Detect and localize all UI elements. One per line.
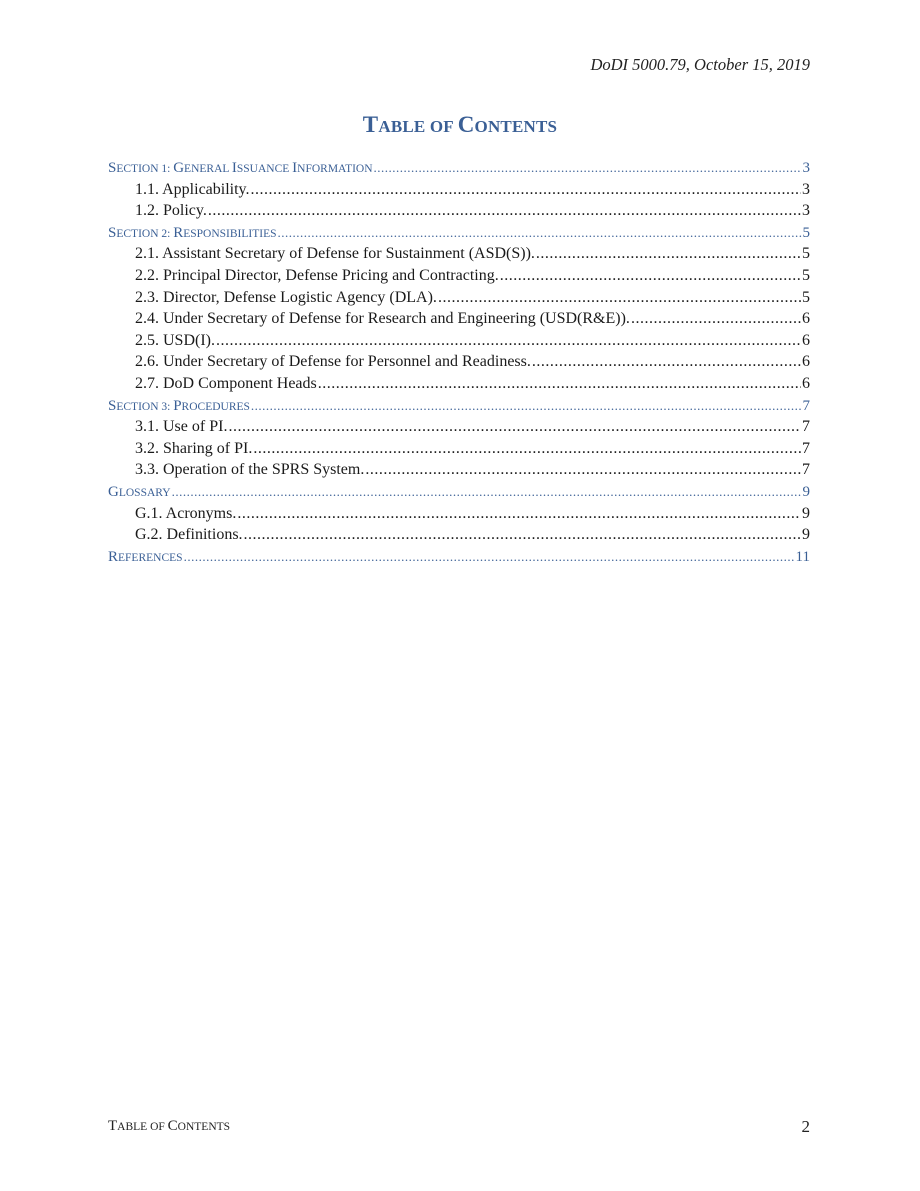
dot-leader xyxy=(278,222,802,244)
dot-leader xyxy=(631,308,801,330)
toc-item-entry[interactable] xyxy=(108,416,810,438)
toc-page-number: 11 xyxy=(795,548,810,565)
toc-item-label: 2.1. Assistant Secretary of Defense for Sustainment (ASD(S)). xyxy=(135,245,535,263)
dot-leader xyxy=(438,287,801,309)
toc-section-label: SECTION 3: PROCEDURES xyxy=(108,397,250,414)
toc-page-number: 7 xyxy=(802,418,810,436)
toc-page-number: 9 xyxy=(802,526,810,544)
dot-leader xyxy=(237,503,801,525)
toc-page-number: 6 xyxy=(802,374,810,392)
dot-leader xyxy=(532,351,801,373)
toc-item-entry[interactable] xyxy=(108,330,810,352)
toc-section-entry[interactable] xyxy=(108,481,810,503)
toc-item-entry[interactable] xyxy=(108,179,810,201)
toc-item-entry[interactable] xyxy=(108,373,810,395)
document-header xyxy=(590,55,810,75)
toc-item-label: 1.1. Applicability. xyxy=(135,180,250,198)
dot-leader xyxy=(172,481,802,503)
toc-section-label: SECTION 2: RESPONSIBILITIES xyxy=(108,224,277,241)
toc-item-label: 2.6. Under Secretary of Defense for Personnel and Readiness. xyxy=(135,353,531,371)
toc-item-entry[interactable] xyxy=(108,200,810,222)
toc-item-label: 2.7. DoD Component Heads xyxy=(135,374,317,392)
toc-page-number: 6 xyxy=(802,331,810,349)
toc-page-number: 3 xyxy=(802,202,810,220)
footer-section-title: TABLE OF CONTENTS xyxy=(108,1118,231,1134)
toc-item-entry[interactable] xyxy=(108,351,810,373)
toc-section-entry[interactable] xyxy=(108,222,810,244)
dot-leader xyxy=(208,200,801,222)
page-title: TABLE OF CONTENTS xyxy=(362,112,558,137)
toc-item-entry[interactable] xyxy=(108,308,810,330)
dot-leader xyxy=(536,243,801,265)
dot-leader xyxy=(184,546,795,568)
toc-item-label: G.2. Definitions. xyxy=(135,526,243,544)
toc-item-label: 2.4. Under Secretary of Defense for Research and Engineering (USD(R&E)). xyxy=(135,310,630,328)
dot-leader xyxy=(228,416,801,438)
toc-page-number: 5 xyxy=(802,224,810,241)
dot-leader xyxy=(244,524,801,546)
dot-leader xyxy=(500,265,801,287)
toc-page-number: 6 xyxy=(802,353,810,371)
toc-item-entry[interactable] xyxy=(108,438,810,460)
dot-leader xyxy=(253,438,801,460)
footer-page-number: 2 xyxy=(801,1117,810,1136)
toc-item-entry[interactable] xyxy=(108,287,810,309)
toc-item-entry[interactable] xyxy=(108,243,810,265)
dot-leader xyxy=(374,157,802,179)
toc-page-number: 5 xyxy=(802,288,810,306)
toc-page-number: 5 xyxy=(802,245,810,263)
toc-item-label: 3.3. Operation of the SPRS System. xyxy=(135,461,365,479)
toc-section-entry[interactable] xyxy=(108,157,810,179)
toc-page-number: 7 xyxy=(802,439,810,457)
toc-section-entry[interactable] xyxy=(108,546,810,568)
toc-item-label: 2.2. Principal Director, Defense Pricing and Contracting. xyxy=(135,266,499,284)
toc-section-entry[interactable] xyxy=(108,395,810,417)
toc-page-number: 9 xyxy=(802,504,810,522)
toc-section-label: REFERENCES xyxy=(108,548,183,565)
toc-item-label: 2.3. Director, Defense Logistic Agency (DLA). xyxy=(135,288,437,306)
toc-page-number: 5 xyxy=(802,266,810,284)
toc-page-number: 3 xyxy=(802,160,810,176)
toc-item-label: 3.2. Sharing of PI. xyxy=(135,439,253,457)
dot-leader xyxy=(216,330,801,352)
toc-item-label: G.1. Acronyms. xyxy=(135,504,237,522)
toc-item-label: 1.2. Policy. xyxy=(135,202,207,220)
toc-page-number: 7 xyxy=(802,397,810,414)
document-reference: DoDI 5000.79, October 15, 2019 xyxy=(590,55,810,74)
toc-item-entry[interactable] xyxy=(108,503,810,525)
toc-page-number: 9 xyxy=(802,483,810,500)
table-of-contents xyxy=(108,157,810,567)
toc-section-label: SECTION 1: GENERAL ISSUANCE INFORMATION xyxy=(108,160,373,176)
toc-item-entry[interactable] xyxy=(108,459,810,481)
toc-item-label: 3.1. Use of PI. xyxy=(135,418,228,436)
dot-leader xyxy=(251,179,801,201)
dot-leader xyxy=(365,459,801,481)
toc-item-label: 2.5. USD(I). xyxy=(135,331,215,349)
toc-section-label: GLOSSARY xyxy=(108,483,171,500)
toc-page-number: 6 xyxy=(802,310,810,328)
toc-page-number: 3 xyxy=(802,180,810,198)
dot-leader xyxy=(251,395,802,417)
toc-item-entry[interactable] xyxy=(108,265,810,287)
dot-leader xyxy=(318,373,801,395)
toc-item-entry[interactable] xyxy=(108,524,810,546)
toc-page-number: 7 xyxy=(802,461,810,479)
